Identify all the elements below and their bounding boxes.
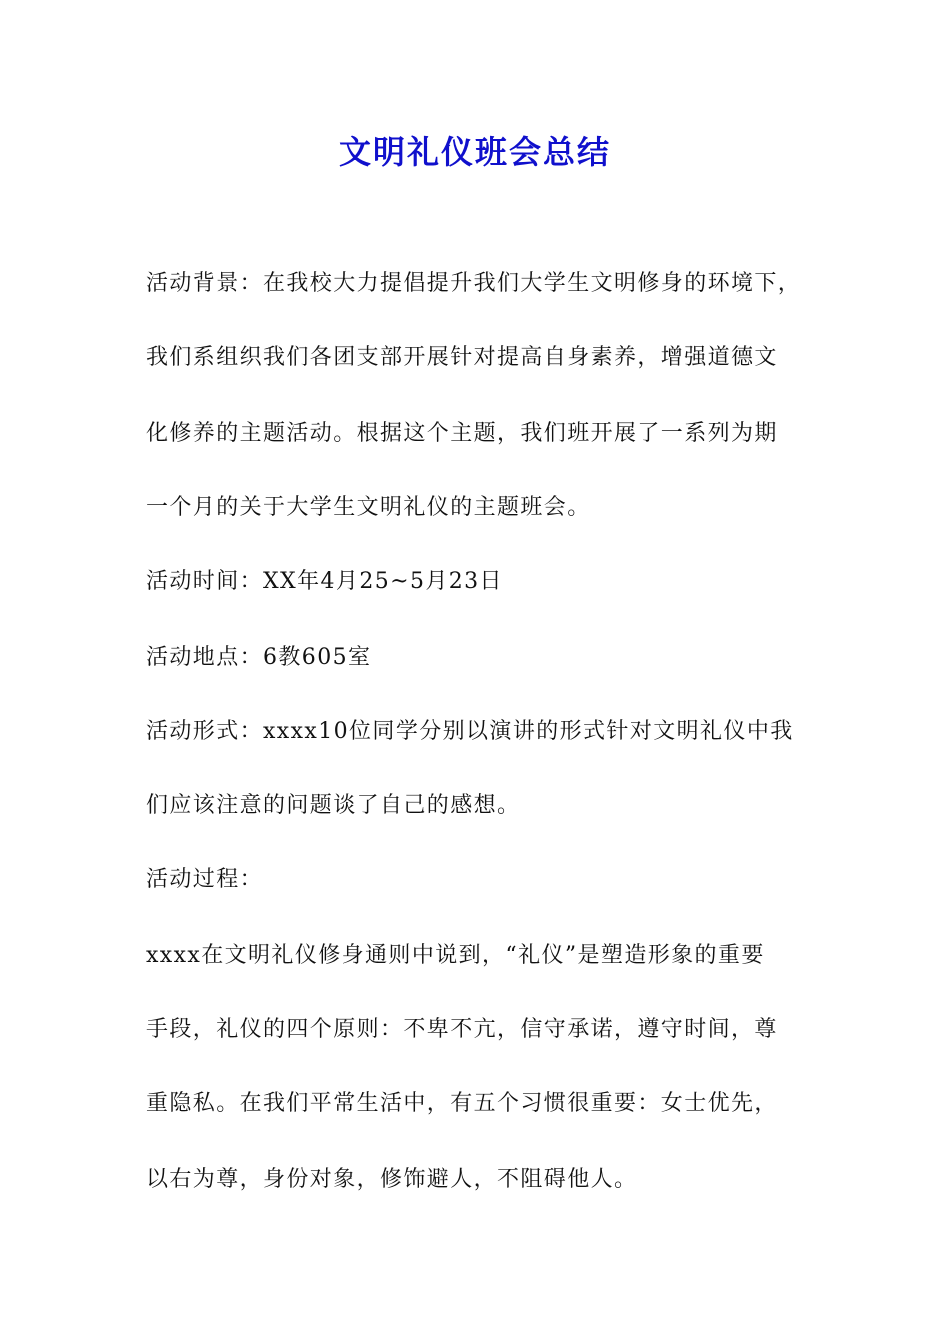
paragraph-line: 活动背景：在我校大力提倡提升我们大学生文明修身的环境下， [146,271,802,296]
activity-location-line: 活动地点：6教605室 [146,645,372,670]
document-title: 文明礼仪班会总结 [338,133,611,171]
paragraph-line: 们应该注意的问题谈了自己的感想。 [146,793,521,818]
activity-process-heading: 活动过程： [146,867,264,892]
paragraph-line: 一个月的关于大学生文明礼仪的主题班会。 [146,495,591,520]
paragraph-line: 我们系组织我们各团支部开展针对提高自身素养，增强道德文 [146,345,778,370]
paragraph-line: 化修养的主题活动。根据这个主题，我们班开展了一系列为期 [146,421,778,446]
paragraph-line: 活动形式：xxxx10位同学分别以演讲的形式针对文明礼仪中我 [146,719,794,744]
activity-time-line: 活动时间：XX年4月25~5月23日 [146,569,503,594]
paragraph-line: xxxx在文明礼仪修身通则中说到，“礼仪”是塑造形象的重要 [146,943,765,968]
paragraph-line: 以右为尊，身份对象，修饰避人，不阻碍他人。 [146,1167,638,1192]
paragraph-line: 手段，礼仪的四个原则：不卑不亢，信守承诺，遵守时间，尊 [146,1017,778,1042]
paragraph-line: 重隐私。在我们平常生活中，有五个习惯很重要：女士优先， [146,1091,778,1116]
